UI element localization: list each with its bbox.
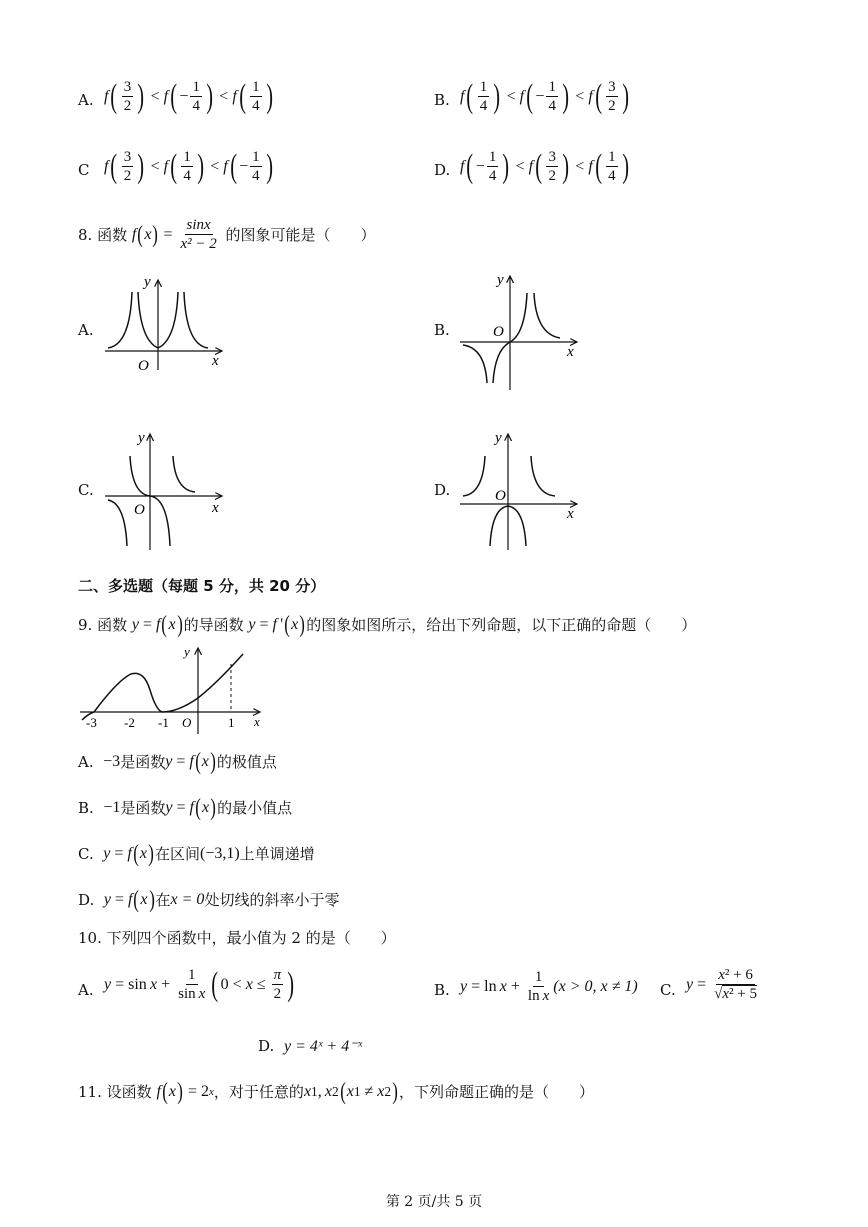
q9-derivative-graph	[78, 642, 268, 737]
origin-label: O	[495, 488, 506, 504]
section-title: 二、多选题（每题 5 分，共 20 分）	[78, 577, 326, 595]
curve	[463, 456, 485, 496]
y-axis-label: y	[138, 430, 145, 446]
q8-graph-c	[100, 428, 230, 553]
curve	[108, 500, 127, 546]
y-axis-label: y	[497, 272, 504, 288]
tick-neg3: -3	[86, 715, 97, 730]
curve	[531, 456, 555, 496]
q7-option-a-expr: f ( $\frac{3}{2}$ ) < f ( − $\frac{1}{4}$ ) < f ( $\frac{1}{4}$ )	[104, 77, 273, 115]
q7-option-b-label: B.	[434, 91, 450, 109]
q7-option-d-expr: f ( − $\frac{1}{4}$ ) < f ( $\frac{3}{2}$ ) < f ( $\frac{1}{4}$ )	[460, 147, 629, 185]
tick-1: 1	[228, 715, 235, 730]
tick-neg2: -2	[124, 715, 135, 730]
q8-graph-a	[100, 270, 230, 375]
curve	[173, 456, 195, 492]
q8-graph-b	[455, 268, 585, 393]
q7-option-c-label: C	[78, 161, 90, 179]
q7-option-c-expr: f ( $\frac{3}{2}$ ) < f ( $\frac{1}{4}$ ) < f ( − $\frac{1}{4}$ )	[104, 147, 273, 185]
q9-stem: 9. 函数 y = f ( x ) 的导函数 y = f ' ( x ) 的图象如图所示，给出下列命题，以下正确的命题（ ）	[78, 612, 697, 638]
q10-option-a-expr: y = sin x + $\frac{1}{\text{sin x}}$ ( 0 < x ≤ $\frac{\pi}{2}$ )	[104, 965, 295, 1003]
q8-option-d-label: D.	[434, 481, 451, 499]
q9-option-d: D. y = f ( x ) 在 x = 0 处切线的斜率小于零	[78, 887, 340, 913]
curve	[158, 292, 178, 348]
q9-option-b: B. −1 是函数 y = f ( x ) 的最小值点	[78, 795, 293, 821]
q8-option-c-label: C.	[78, 481, 94, 499]
q10-option-d-label: D.	[258, 1037, 275, 1055]
curve	[184, 292, 208, 348]
q10-option-d-expr: y = 4ˣ + 4⁻ˣ	[284, 1038, 363, 1055]
q8-stem: 8. 函数 f ( x ) = $\frac{\sin x}{\text{x² − 2}}$ 的图象可能是（ ）	[78, 217, 376, 252]
page-footer: 第 2 页/共 5 页	[385, 1194, 483, 1210]
q10-option-b-expr: y = ln x + $\frac{1}{\text{ln x}}$ (x > 0, x ≠ 1)	[460, 969, 638, 1004]
x-axis-label: x	[254, 714, 260, 729]
y-axis-label: y	[184, 644, 190, 659]
q11-stem: 11. 设函数 f ( x ) = 2 x ，对于任意的 x 1 , x 2 ( x 1 ≠ x 2 ) ，下列命题正确的是（ ）	[78, 1079, 595, 1105]
y-axis-label: y	[144, 274, 151, 290]
q9-option-c: C. y = f ( x ) 在区间 (−3,1) 上单调递增	[78, 841, 315, 867]
q10-option-c-expr: y = $\frac{\text{x² + 6}}{\text{√x² + 5}}$	[686, 967, 758, 1002]
q7-option-d-label: D.	[434, 161, 451, 179]
q8-option-b-label: B.	[434, 321, 450, 339]
curve	[463, 345, 487, 383]
q8-graph-d	[455, 428, 585, 553]
origin-label: O	[182, 715, 192, 730]
origin-label: O	[493, 324, 504, 340]
x-axis-label: x	[567, 344, 574, 360]
q7-option-a-label: A.	[78, 91, 94, 109]
curve	[534, 293, 560, 338]
x-axis-label: x	[212, 500, 219, 516]
y-axis-label: y	[495, 430, 502, 446]
x-axis-label: x	[212, 353, 219, 369]
origin-label: O	[138, 358, 149, 374]
q10-option-b-label: B.	[434, 981, 450, 999]
q10-stem: 10. 下列四个函数中，最小值为 2 的是（ ）	[78, 929, 396, 947]
curve	[138, 292, 158, 348]
curve	[108, 292, 132, 348]
q9-option-a: A. −3 是函数 y = f ( x ) 的极值点	[78, 749, 277, 775]
tick-neg1: -1	[158, 715, 169, 730]
origin-label: O	[134, 502, 145, 518]
q8-option-a-label: A.	[78, 321, 94, 339]
x-axis-label: x	[567, 506, 574, 522]
q7-option-b-expr: f ( $\frac{1}{4}$ ) < f ( − $\frac{1}{4}$ ) < f ( $\frac{3}{2}$ )	[460, 77, 629, 115]
q10-option-a-label: A.	[78, 981, 94, 999]
derivative-curve	[82, 654, 243, 720]
q10-option-c-label: C.	[660, 981, 676, 999]
